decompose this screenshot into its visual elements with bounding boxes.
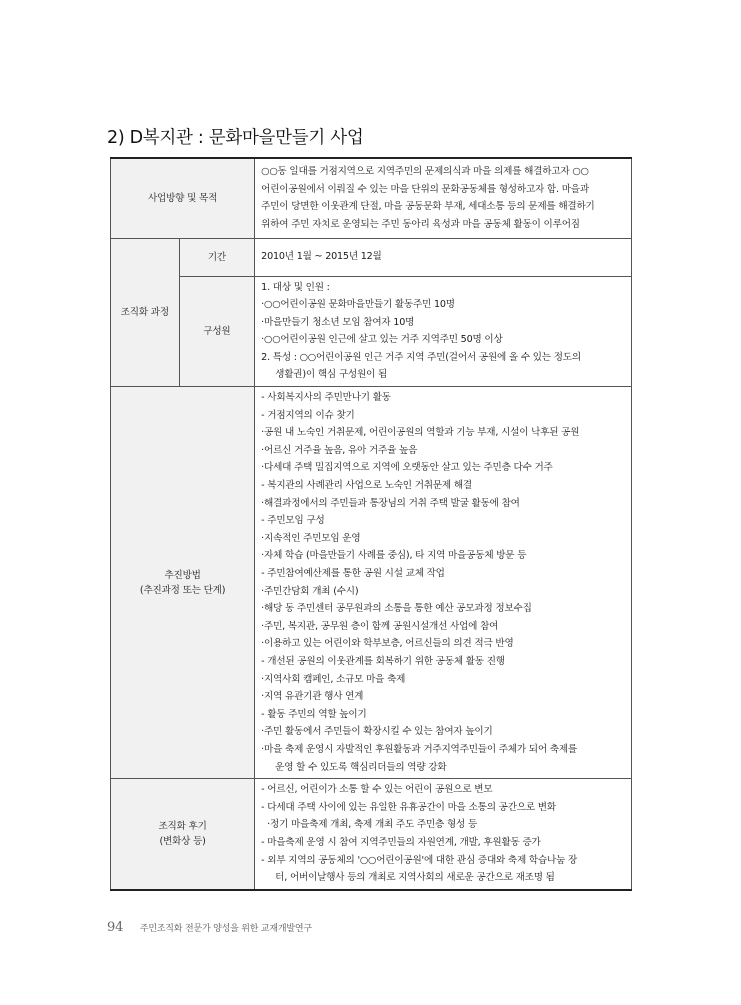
- after-line: ·정기 마을축제 개최, 축제 개최 주도 주민층 형성 등: [267, 819, 478, 831]
- methods-label: [111, 387, 255, 779]
- methods-line: ·마을 축제 운영시 자발적인 후원활동과 거주지역주민들이 주체가 되어 축제를: [261, 743, 577, 755]
- after-line: - 어르신, 어린이가 소통 할 수 있는 어린이 공원으로 변모: [261, 784, 493, 796]
- methods-line: - 복지관의 사례관리 사업으로 노숙인 거취문제 해결: [261, 480, 472, 492]
- methods-line: - 주민참여예산제를 통한 공원 시설 교체 작업: [261, 568, 445, 579]
- methods-line: ·지역사회 캠페인, 소규모 마을 축제: [261, 673, 406, 685]
- methods-line: ·공원 내 노숙인 거취문제, 어린이공원의 역할과 기능 부재, 시설이 낙후된 공원: [261, 427, 580, 439]
- methods-label-line: (추진과정 또는 단계): [139, 584, 226, 596]
- purpose-row: [111, 158, 632, 238]
- program-table: [110, 157, 632, 891]
- purpose-line: 위하여 주민 자치로 운영되는 주민 동아리 육성과 마을 공동체 활동이 이루어짐: [261, 218, 580, 230]
- methods-line: ·지역 유관기관 행사 연계: [261, 691, 364, 703]
- methods-line: ·이용하고 있는 어린이와 학부보층, 어르신들의 의견 적극 반영: [261, 638, 514, 650]
- methods-line: ·해결과정에서의 주민들과 통장님의 거취 주택 발굴 활동에 참여: [261, 497, 520, 509]
- section-title: 2) D복지관 : 문화마을만들기 사업: [107, 128, 364, 148]
- methods-line: ·주민간담회 개최 (수시): [261, 585, 359, 597]
- methods-line: ·주민, 복지관, 공무원 층이 함께 공원시설개선 사업에 참여: [261, 620, 499, 632]
- members-line: 1. 대상 및 인원 :: [261, 281, 330, 293]
- purpose-line: 어린이공원에서 이뤄질 수 있는 마을 단위의 문화공동체를 형성하고자 함. 마을과: [261, 183, 589, 195]
- page-number: 94: [107, 920, 124, 935]
- after-line: - 마을축제 운영 시 참여 지역주민들의 자원연계, 개발, 후원활동 증가: [261, 836, 541, 848]
- after-label-line: 조직화 후기: [158, 820, 207, 832]
- methods-label-line: 추진방법: [164, 569, 201, 581]
- methods-line: ·해당 동 주민센터 공무원과의 소통을 통한 예산 공모과정 정보수집: [261, 603, 532, 615]
- period-value: 2010년 1월 ~ 2015년 12월: [255, 238, 632, 276]
- members-line: ·○○어린이공원 인근에 살고 있는 거주 지역주민 50명 이상: [261, 334, 503, 346]
- footer-title: 주민조직화 전문가 양성을 위한 교재개발연구: [139, 924, 312, 934]
- after-line: - 다세대 주택 사이에 있는 유일한 유휴공간이 마을 소통의 공간으로 변화: [261, 801, 556, 813]
- members-line: ·마을만들기 청소년 모임 참여자 10명: [261, 316, 415, 328]
- purpose-label: 사업방향 및 목적: [111, 158, 255, 238]
- period-label: 기간: [179, 238, 255, 276]
- members-label: 구성원: [179, 276, 255, 387]
- members-line: ·○○어린이공원 문화마을만들기 활동주민 10명: [261, 299, 455, 311]
- methods-line: - 주민모임 구성: [261, 515, 325, 527]
- purpose-line: 주민이 당면한 이웃관계 단절, 마을 공동문화 부재, 세대소통 등의 문제를 해결하기: [261, 201, 595, 213]
- after-content: [255, 779, 632, 890]
- period-row: [111, 238, 632, 276]
- methods-line: 운영 할 수 있도록 핵심리더들의 역량 강화: [275, 761, 447, 773]
- page-footer: [107, 920, 312, 935]
- methods-content: [255, 387, 632, 779]
- after-line: - 외부 지역의 공동체의 '○○어린이공원'에 대한 관심 증대와 축제 학습나눔 장: [261, 854, 578, 866]
- members-line: 생활권)이 핵심 구성원이 됨: [275, 369, 388, 381]
- purpose-line: ○○동 일대를 거점지역으로 지역주민의 문제의식과 마을 의제를 해결하고자 ○○: [261, 166, 589, 178]
- methods-line: ·자체 학습 (마을만들기 사례를 중심), 타 지역 마을공동체 방문 등: [261, 550, 527, 562]
- methods-line: ·지속적인 주민모임 운영: [261, 532, 361, 544]
- organizing-label: 조직화 과정: [111, 238, 180, 387]
- methods-line: ·주민 활동에서 주민들이 확장시킬 수 있는 참여자 높이기: [261, 726, 493, 738]
- after-label-line: (변화상 등): [159, 835, 206, 847]
- methods-line: ·다세대 주택 밀집지역으로 지역에 오랫동안 살고 있는 주민층 다수 거주: [261, 462, 553, 474]
- members-line: 2. 특성 : ○○어린이공원 인근 거주 지역 주민(걸어서 공원에 올 수 있는 정도의: [261, 351, 581, 363]
- members-row: [111, 276, 632, 387]
- methods-line: ·어르신 거주율 높음, 유아 거주율 높음: [261, 444, 418, 456]
- methods-line: - 개선된 공원의 이웃관계를 회복하기 위한 공동체 활동 진행: [261, 655, 505, 667]
- after-label: [111, 779, 255, 890]
- after-row: [111, 779, 632, 890]
- methods-row: [111, 387, 632, 779]
- purpose-content: [255, 158, 632, 238]
- methods-line: - 사회복지사의 주민만나기 활동: [261, 392, 391, 404]
- methods-line: - 활동 주민의 역할 높이기: [261, 708, 367, 720]
- after-line: 터, 어버이날행사 등의 개최로 지역사회의 새로운 공간으로 재조명 됨: [275, 872, 555, 884]
- members-content: [255, 276, 632, 387]
- methods-line: - 거점지역의 이슈 찾기: [261, 409, 355, 421]
